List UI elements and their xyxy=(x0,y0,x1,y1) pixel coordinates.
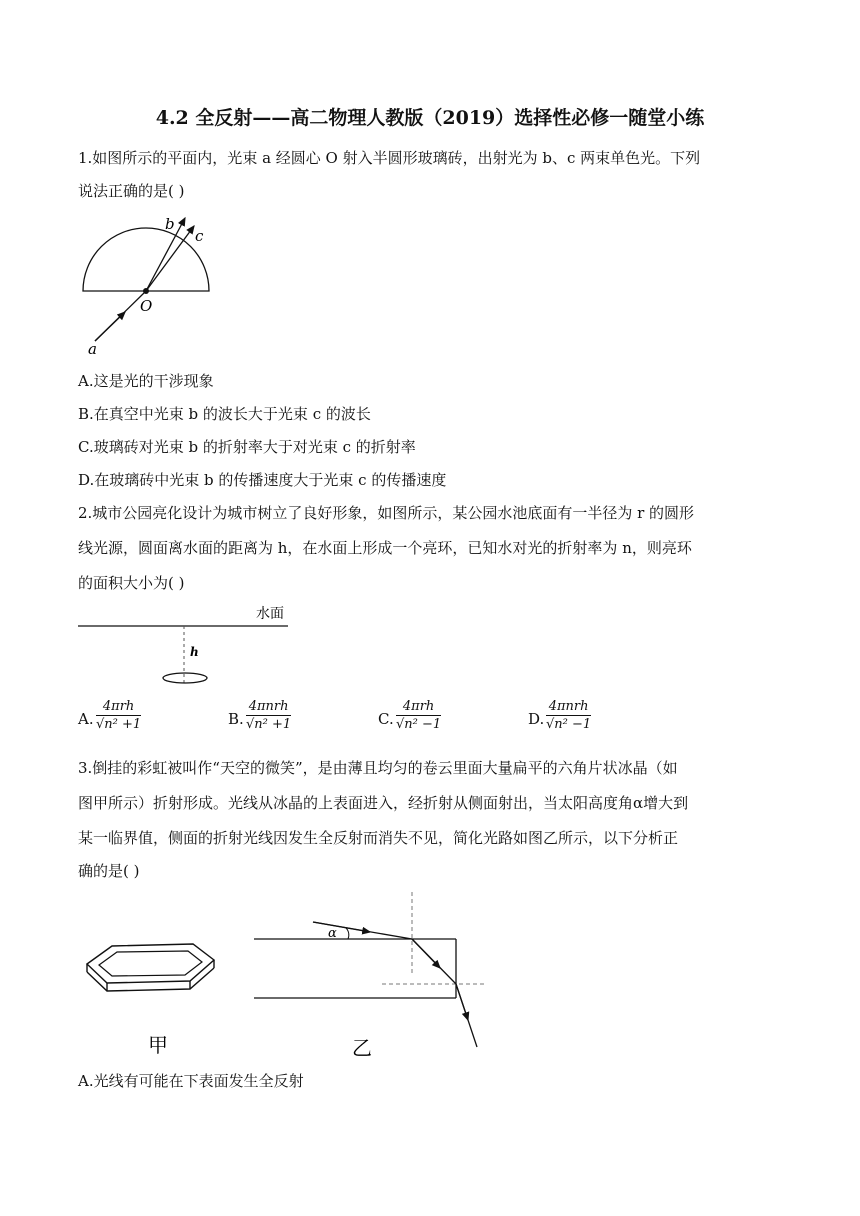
q1-semicircle-figure xyxy=(78,210,218,360)
q1-option-c[interactable]: C.玻璃砖对光束 b 的折射率大于对光束 c 的折射率 xyxy=(78,438,416,456)
q2-option-c-den: √n² −1 xyxy=(396,717,442,732)
q2-option-d-den: √n² −1 xyxy=(546,717,592,732)
q2-option-c-prefix[interactable]: C. xyxy=(378,710,394,728)
q2-option-d-num: 4πnrh xyxy=(546,699,591,716)
label-jia: 甲 xyxy=(148,1033,168,1057)
q3-stem-line4: 确的是( ) xyxy=(78,862,140,880)
q2-option-b-den: √n² +1 xyxy=(246,717,292,732)
q1-stem-line2: 说法正确的是( ) xyxy=(78,182,185,200)
label-h: h xyxy=(190,645,199,659)
q3-ice-crystal-figure xyxy=(78,885,498,1060)
page-title: 4.2 全反射——高二物理人教版（2019）选择性必修一随堂小练 xyxy=(155,107,705,129)
label-b: b xyxy=(165,215,175,233)
q2-option-b-fraction[interactable] xyxy=(246,699,291,732)
q2-option-d-prefix[interactable]: D. xyxy=(528,710,545,728)
q2-option-d-fraction[interactable] xyxy=(546,699,591,732)
q1-option-d[interactable]: D.在玻璃砖中光束 b 的传播速度大于光束 c 的传播速度 xyxy=(78,471,447,489)
q1-option-b[interactable]: B.在真空中光束 b 的波长大于光束 c 的波长 xyxy=(78,405,371,423)
q2-option-c-fraction[interactable] xyxy=(396,699,441,732)
label-o: O xyxy=(140,297,153,315)
label-a: a xyxy=(88,340,97,358)
q2-option-a-fraction[interactable] xyxy=(96,699,141,732)
q3-stem-line1: 3.倒挂的彩虹被叫作“天空的微笑”，是由薄且均匀的卷云里面大量扁平的六角片状冰晶（如 xyxy=(78,759,678,777)
ray-c xyxy=(146,226,194,291)
hexagonal-ice-crystal xyxy=(87,944,214,991)
q3-stem-line3: 某一临界值，侧面的折射光线因发生全反射而消失不见，简化光路如图乙所示，以下分析正 xyxy=(78,829,679,847)
q2-water-figure xyxy=(78,600,298,695)
q2-stem-line1: 2.城市公园亮化设计为城市树立了良好形象，如图所示，某公园水池底面有一半径为 r 的圆形 xyxy=(78,504,695,522)
q2-option-b-num: 4πnrh xyxy=(246,699,291,716)
crystal-cross-section xyxy=(254,939,456,998)
label-alpha: α xyxy=(328,926,337,941)
ring-light-source xyxy=(163,673,207,683)
q2-option-a-den: √n² +1 xyxy=(96,717,142,732)
center-point-o xyxy=(143,288,149,294)
alpha-arc xyxy=(346,928,349,939)
q2-stem-line3: 的面积大小为( ) xyxy=(78,574,185,592)
q1-stem-line1: 1.如图所示的平面内，光束 a 经圆心 O 射入半圆形玻璃砖，出射光为 b、c 两束单色光。下列 xyxy=(78,149,701,167)
q2-stem-line2: 线光源，圆面离水面的距离为 h，在水面上形成一个亮环，已知水对光的折射率为 n，则亮环 xyxy=(78,539,692,557)
label-c: c xyxy=(195,227,204,245)
q2-option-a-num: 4πrh xyxy=(96,699,141,716)
label-water-surface: 水面 xyxy=(256,606,284,622)
q1-option-a[interactable]: A.这是光的干涉现象 xyxy=(78,372,214,390)
label-yi: 乙 xyxy=(352,1036,372,1060)
q2-option-c-num: 4πrh xyxy=(396,699,441,716)
q2-option-a-prefix[interactable]: A. xyxy=(78,710,94,728)
q3-option-a[interactable]: A.光线有可能在下表面发生全反射 xyxy=(78,1072,304,1090)
semicircle-glass xyxy=(83,228,209,291)
q3-stem-line2: 图甲所示）折射形成。光线从冰晶的上表面进入，经折射从侧面射出，当太阳高度角α增大到 xyxy=(78,794,689,812)
q2-option-b-prefix[interactable]: B. xyxy=(228,710,244,728)
